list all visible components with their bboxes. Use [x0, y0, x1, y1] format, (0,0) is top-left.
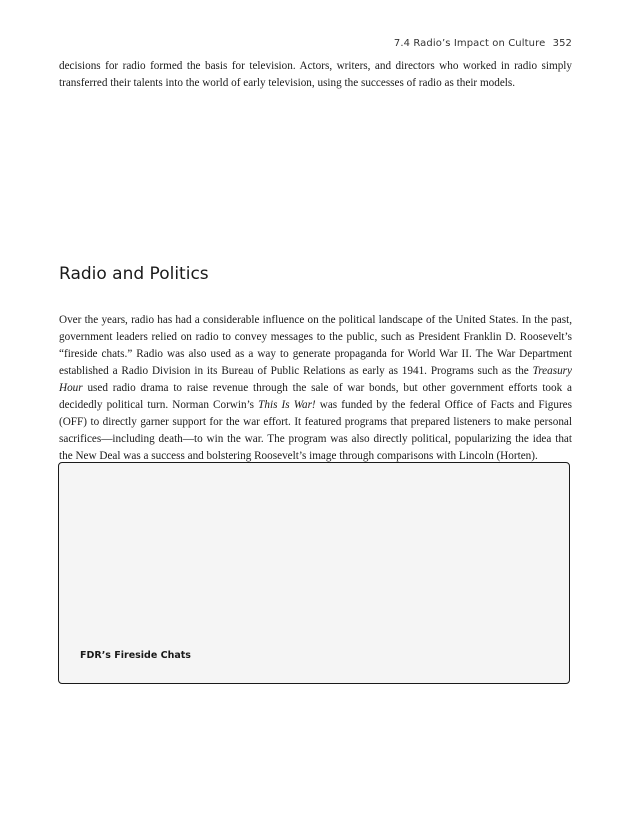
- paragraph-text: used radio drama to raise revenue through the sale of war bonds, but other government efforts took a decidedly political turn. Norman Corwin’s: [59, 382, 572, 411]
- italic-program-title: Treasury Hour: [59, 365, 572, 394]
- paragraph-text: Over the years, radio has had a considerable influence on the political landscape of the United States. In the past, government leaders relied on radio to convey messages to the public, such as President Franklin D. Roosevelt’s “fireside chats.” Radio was also used as a way to generate propaganda for World War II. The War Department established a Radio Division in its Bureau of Public Relations as early as 1941. Programs such as the: [59, 314, 572, 377]
- intro-paragraph: decisions for radio formed the basis for television. Actors, writers, and directors who worked in radio simply transferred their talents into the world of early television, using the successes of radio as their models.: [59, 60, 572, 89]
- page-number: 352: [552, 38, 572, 49]
- section-heading: Radio and Politics: [59, 264, 209, 284]
- running-header: [394, 38, 572, 49]
- italic-program-title: This Is War!: [258, 399, 316, 411]
- paragraph-text: was funded by the federal Office of Facts and Figures (OFF) to directly garner support for the war effort. It featured programs that prepared listeners to make personal sacrifices—including death—to win the war. The program was also directly political, popularizing the idea that the New Deal was a success and bolstering Roosevelt’s image through comparisons with Lincoln (Horten).: [59, 399, 572, 462]
- embedded-media-box[interactable]: [58, 462, 570, 684]
- figure-caption: FDR’s Fireside Chats: [80, 650, 191, 661]
- header-section-title: 7.4 Radio’s Impact on Culture: [393, 38, 546, 49]
- politics-paragraph: [59, 312, 572, 465]
